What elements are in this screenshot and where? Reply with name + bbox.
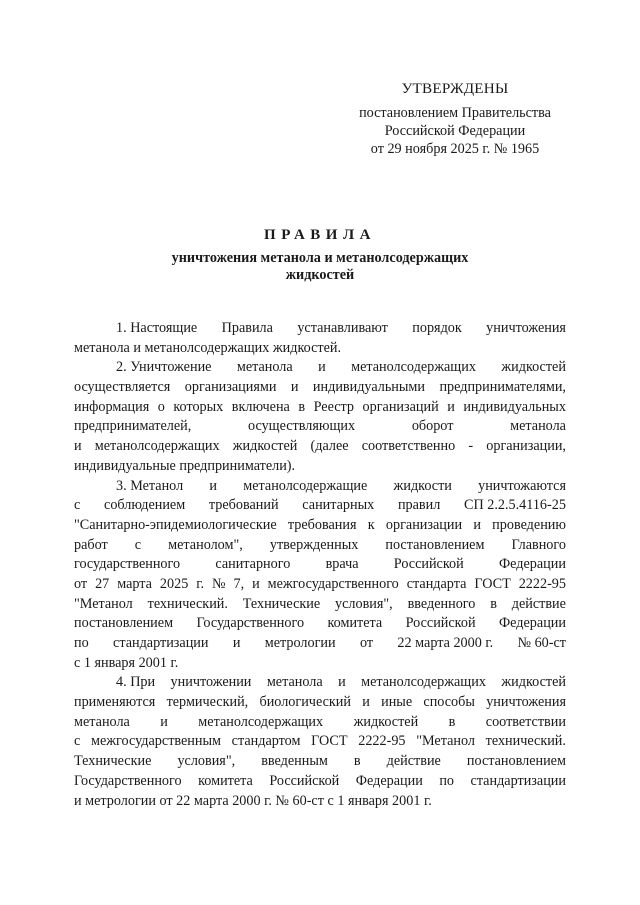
word: технический.	[485, 733, 566, 750]
word: 2222-95	[358, 733, 406, 750]
paragraph-line	[74, 575, 566, 595]
word: метанолсодержащих	[198, 713, 324, 730]
paragraph	[74, 319, 566, 358]
word: правил	[397, 497, 441, 514]
paragraph-line	[74, 595, 566, 615]
word: биологический	[259, 694, 351, 711]
paragraph-line	[74, 516, 566, 536]
word: ГОСТ	[474, 575, 511, 592]
word: "Метанол	[74, 595, 133, 612]
word: оборот	[411, 418, 454, 435]
approval-line: постановлением Правительства	[359, 105, 551, 121]
paragraph-line	[74, 477, 566, 497]
approval-stamp: УТВЕРЖДЕНЫ	[401, 80, 509, 97]
paragraph-line	[74, 378, 566, 398]
word: метанола	[74, 713, 130, 730]
word: и	[160, 713, 168, 730]
word: организации	[385, 516, 463, 533]
word: и	[362, 694, 370, 711]
word: метанолом",	[168, 536, 243, 553]
word: работ	[74, 536, 108, 553]
paragraph-line	[74, 713, 566, 733]
word: уничтожения	[486, 320, 566, 336]
subtitle-line: уничтожения метанола и метанолсодержащих	[171, 250, 469, 266]
word: которых	[173, 398, 224, 415]
word: в	[298, 398, 306, 415]
word: 22 марта 2000 г.	[397, 635, 494, 651]
approval-line: Российской Федерации	[384, 123, 526, 139]
word: Федерации	[498, 556, 566, 573]
word: 2025	[159, 575, 189, 592]
word: Государственного	[196, 615, 305, 632]
word: стандартизации	[470, 772, 566, 789]
word: Федерации	[355, 772, 423, 789]
word: и	[232, 635, 241, 651]
word: условия",	[335, 595, 393, 612]
word: стандартизации	[113, 635, 209, 651]
word: жидкостей	[501, 674, 566, 691]
document-title: ПРАВИЛА	[264, 227, 376, 243]
word: с 1 января 2001 г.	[74, 654, 179, 671]
word: постановлением	[74, 615, 174, 632]
word: г.	[196, 575, 205, 592]
word: Федерации	[498, 615, 566, 632]
word: -	[468, 438, 474, 455]
word: Технические	[74, 753, 152, 770]
word: метанола	[510, 418, 566, 435]
paragraph	[74, 477, 566, 674]
word: и	[74, 438, 82, 455]
word: проведению	[492, 516, 566, 533]
word: жидкостей	[501, 359, 566, 376]
word: метанола и метанолсодержащих жидкостей.	[74, 339, 342, 356]
word: и	[318, 359, 326, 376]
word: (далее	[310, 438, 349, 455]
word: условия",	[177, 753, 236, 770]
word: уничтожения	[486, 694, 566, 711]
word: термический,	[166, 694, 249, 711]
word: требования	[287, 516, 357, 533]
word: осуществляется	[74, 379, 171, 396]
word: 2222-95	[518, 575, 566, 592]
paragraph-line	[74, 496, 566, 516]
word: метанолсодержащих	[361, 674, 486, 691]
word: метанолсодержащих	[94, 438, 220, 455]
word: требований	[208, 497, 279, 514]
word: и	[290, 379, 299, 396]
paragraph	[74, 358, 566, 476]
word: государственного	[74, 556, 181, 573]
paragraph-line	[74, 339, 566, 359]
word: способы	[423, 694, 475, 711]
word: санитарного	[215, 556, 291, 573]
document-subtitle	[100, 250, 540, 284]
word: Российской	[393, 556, 464, 573]
word: в	[353, 753, 361, 770]
word: № 60-ст	[517, 635, 566, 651]
paragraph-line	[74, 358, 566, 378]
word: индивидуальные предприниматели).	[74, 457, 296, 474]
word: 7,	[233, 575, 245, 592]
word: и	[473, 516, 481, 533]
word: предпринимателями,	[439, 379, 566, 396]
word: метанола	[236, 359, 293, 376]
word: соответствии	[485, 713, 566, 730]
word: 4. При	[116, 674, 156, 691]
word: в	[448, 713, 456, 730]
word: по	[74, 635, 89, 651]
word: Технические	[242, 595, 321, 612]
word: введенным	[261, 753, 328, 770]
document-body	[74, 319, 566, 811]
word: 27	[95, 575, 110, 592]
paragraph-line	[74, 752, 566, 772]
word: №	[211, 575, 226, 592]
word: включена	[231, 398, 290, 415]
paragraph-line	[74, 555, 566, 575]
word: Правила	[221, 320, 273, 336]
paragraph-line	[74, 772, 566, 792]
word: Главного	[511, 536, 566, 553]
word: метанолсодержащих	[351, 359, 476, 376]
word: о	[157, 398, 165, 415]
word: индивидуальных	[463, 398, 566, 415]
paragraph-line	[74, 673, 566, 693]
paragraph-line	[74, 634, 566, 654]
word: от	[359, 635, 374, 651]
word: "Метанол	[416, 733, 475, 750]
word: "Санитарно-эпидемиологические	[74, 516, 277, 533]
word: осуществляющих	[248, 418, 356, 435]
word: и	[338, 674, 346, 691]
paragraph-line	[74, 536, 566, 556]
word: жидкостей	[232, 438, 298, 455]
word: Российской	[405, 615, 476, 632]
word: в	[490, 595, 497, 612]
subtitle-line: жидкостей	[285, 267, 355, 283]
word: и	[447, 398, 455, 415]
paragraph	[74, 673, 566, 811]
paragraph-line	[74, 457, 566, 477]
word: постановлением	[385, 536, 485, 553]
word: марта	[117, 575, 152, 592]
word: с	[74, 497, 81, 514]
word: метанолсодержащие	[243, 477, 368, 494]
word: от	[74, 575, 88, 592]
word: организациями	[184, 379, 277, 396]
word: по	[439, 772, 454, 789]
paragraph-line	[74, 693, 566, 713]
paragraph-line	[74, 732, 566, 752]
word: метрологии	[264, 635, 336, 651]
word: ГОСТ	[311, 733, 348, 750]
word: применяются	[74, 694, 156, 711]
paragraph-line	[74, 319, 566, 339]
word: комитета	[198, 772, 253, 789]
word: Реестр	[313, 398, 355, 415]
word: предпринимателей,	[74, 418, 192, 435]
word: 3. Метанол	[116, 477, 184, 494]
word: жидкостей	[353, 713, 419, 730]
word: уничтожаются	[478, 477, 566, 494]
paragraph-line	[74, 417, 566, 437]
word: действие	[511, 595, 566, 612]
paragraph-line	[74, 654, 566, 674]
word: Российской	[269, 772, 340, 789]
word: стандарта	[406, 575, 467, 592]
word: и метрологии от 22 марта 2000 г. № 60-ст с 1 января 2001 г.	[74, 792, 432, 809]
word: постановлением	[466, 753, 566, 770]
paragraph-line	[74, 792, 566, 812]
paragraph-line	[74, 614, 566, 634]
word: порядок	[412, 320, 462, 336]
word: организаций	[362, 398, 439, 415]
word: утвержденных	[269, 536, 359, 553]
word: иные	[381, 694, 413, 711]
word: индивидуальными	[312, 379, 426, 396]
word: к	[367, 516, 375, 533]
word: и	[209, 477, 218, 494]
word: организации,	[486, 438, 566, 455]
word: информация	[74, 398, 150, 415]
word: жидкости	[393, 477, 452, 494]
approval-block	[330, 80, 580, 158]
word: технический.	[147, 595, 228, 612]
word: комитета	[327, 615, 383, 632]
word: санитарных	[302, 497, 375, 514]
word: действие	[386, 753, 441, 770]
word: врача	[325, 556, 359, 573]
word: метанола	[266, 674, 323, 691]
word: Государственного	[74, 772, 182, 789]
word: межгосударственного	[267, 575, 399, 592]
paragraph-line	[74, 437, 566, 457]
word: введенного	[407, 595, 476, 612]
word: 1. Настоящие	[116, 320, 198, 336]
word: соответственно	[361, 438, 456, 455]
word: устанавливают	[297, 320, 388, 336]
word: СП 2.2.5.4116-25	[464, 497, 566, 514]
paragraph-line	[74, 398, 566, 418]
approval-line: от 29 ноября 2025 г. № 1965	[370, 141, 540, 157]
word: и	[252, 575, 260, 592]
word: с	[74, 733, 81, 750]
word: межгосударственным	[90, 733, 221, 750]
word: с	[134, 536, 142, 553]
word: уничтожении	[170, 674, 252, 691]
word: 2. Уничтожение	[116, 359, 212, 376]
word: стандартом	[231, 733, 301, 750]
word: соблюдением	[104, 497, 186, 514]
